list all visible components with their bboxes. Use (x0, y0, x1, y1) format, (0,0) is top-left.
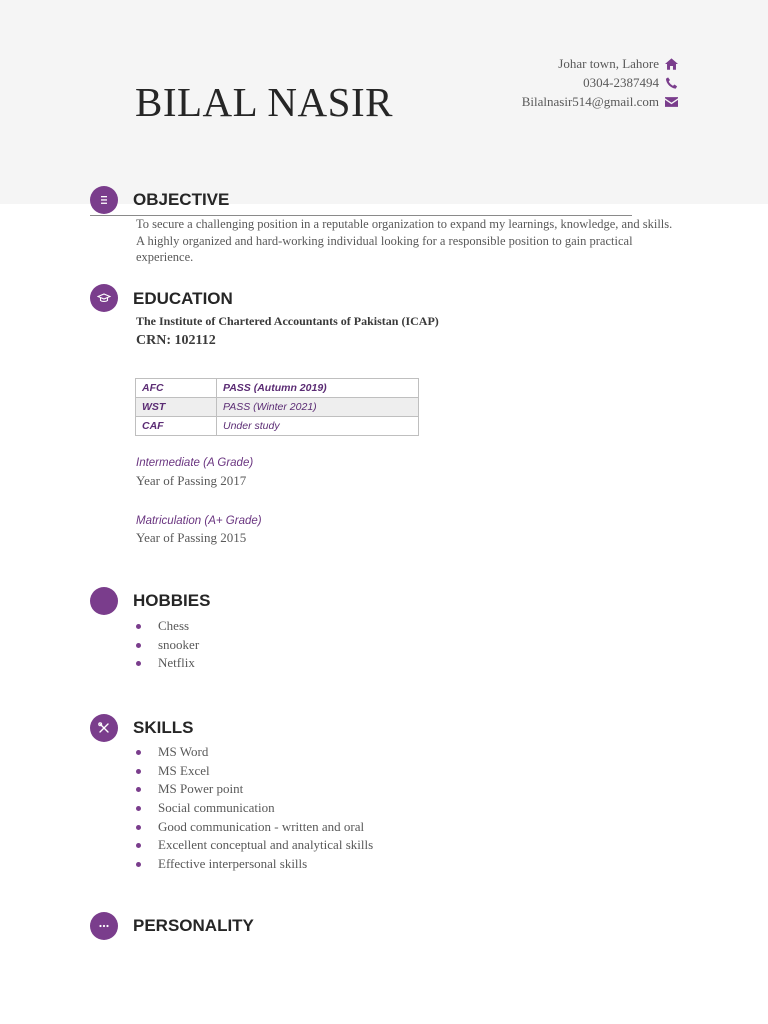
list-item (136, 780, 373, 799)
hobby-text: Chess (158, 618, 190, 633)
objective-heading: OBJECTIVE (133, 190, 230, 209)
skill-text: MS Excel (158, 762, 210, 778)
bullet-icon (136, 787, 141, 792)
list-item (136, 818, 373, 837)
level-cell: AFC (136, 379, 217, 398)
list-icon (90, 186, 118, 214)
bullet-icon (136, 643, 141, 648)
crn-number: CRN: 102112 (136, 333, 216, 348)
phone-text: 0304-2387494 (583, 74, 659, 90)
personality-heading: PERSONALITY (133, 916, 254, 935)
bullet-icon (136, 862, 141, 867)
hobbies-list (136, 617, 199, 673)
list-item (136, 617, 199, 636)
table-row (136, 398, 419, 417)
intermediate-year: Year of Passing 2017 (136, 473, 247, 488)
matriculation-label: Matriculation (A+ Grade) (136, 515, 262, 527)
phone-icon (665, 77, 678, 89)
hobby-text: snooker (158, 636, 200, 652)
circle-icon (90, 587, 118, 615)
status-cell: Under study (217, 417, 419, 436)
candidate-name: BILAL NASIR (135, 79, 393, 125)
ellipsis-icon (90, 912, 118, 940)
institute-name: The Institute of Chartered Accountants of Pakistan (ICAP) (136, 314, 439, 328)
skill-text: MS Word (158, 744, 209, 759)
list-item (136, 799, 373, 818)
address-line (522, 54, 678, 73)
skills-list (136, 743, 373, 874)
skill-text: Social communication (158, 800, 275, 816)
bullet-icon (136, 624, 141, 629)
bullet-icon (136, 843, 141, 848)
graduation-cap-icon (90, 284, 118, 312)
skill-text: MS Power point (158, 781, 244, 797)
level-cell: WST (136, 398, 217, 417)
matriculation-year: Year of Passing 2015 (136, 530, 247, 545)
education-heading: EDUCATION (133, 289, 233, 308)
bullet-icon (136, 769, 141, 774)
objective-text: To secure a challenging position in a reputable organization to expand my learnings, knowledge, and skills. A highly organized and hard-working individual looking for a responsible position to gain practical experience. (136, 217, 673, 264)
status-cell: PASS (Winter 2021) (217, 398, 419, 417)
bullet-icon (136, 661, 141, 666)
list-item (136, 743, 373, 762)
table-row (136, 417, 419, 436)
email-text[interactable]: Bilalnasir514@gmail.com (521, 93, 659, 109)
results-table (135, 378, 419, 436)
hobbies-heading: HOBBIES (133, 591, 211, 610)
skills-heading: SKILLS (133, 718, 194, 737)
contact-info (522, 54, 678, 111)
list-item (136, 762, 373, 781)
skill-text: Good communication - written and oral (158, 818, 365, 834)
phone-line (522, 73, 678, 92)
envelope-icon (665, 96, 678, 108)
list-item (136, 836, 373, 855)
home-icon (665, 58, 678, 70)
level-cell: CAF (136, 417, 217, 436)
skill-text: Excellent conceptual and analytical skills (158, 837, 374, 853)
hobby-text: Netflix (158, 655, 195, 671)
list-item (136, 654, 199, 673)
status-cell: PASS (Autumn 2019) (217, 379, 419, 398)
list-item (136, 636, 199, 655)
bullet-icon (136, 750, 141, 755)
table-row (136, 379, 419, 398)
bullet-icon (136, 806, 141, 811)
list-item (136, 855, 373, 874)
tools-icon (90, 714, 118, 742)
bullet-icon (136, 825, 141, 830)
skill-text: Effective interpersonal skills (158, 856, 308, 872)
intermediate-label: Intermediate (A Grade) (136, 457, 254, 469)
email-line (522, 92, 678, 111)
address-text: Johar town, Lahore (558, 55, 659, 71)
